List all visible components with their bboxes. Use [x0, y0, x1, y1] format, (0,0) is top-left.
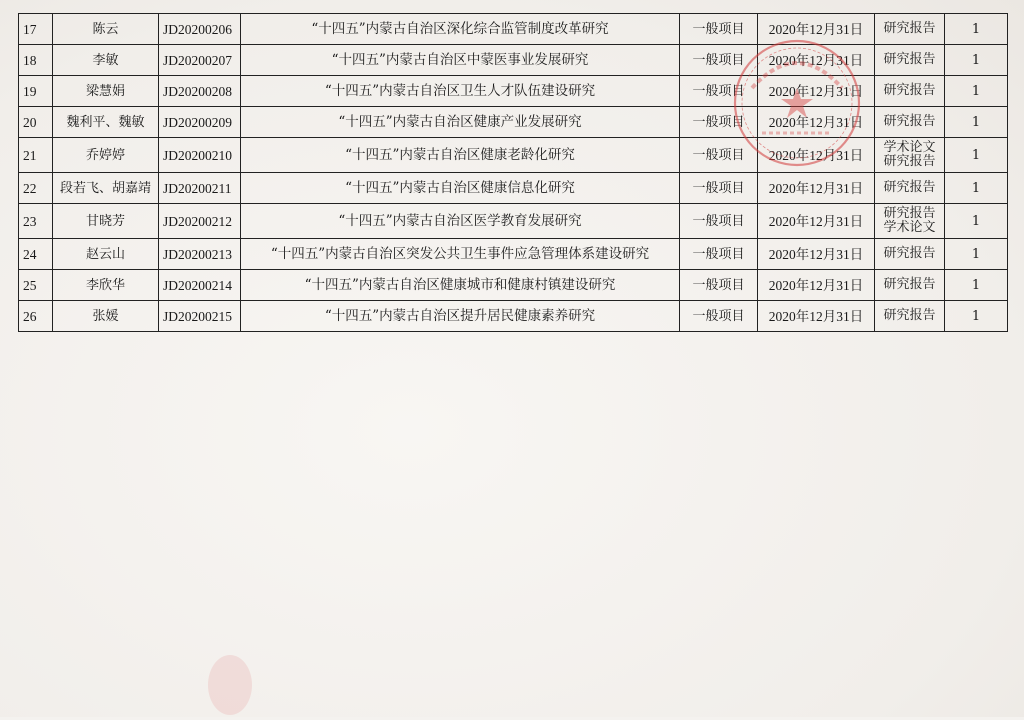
- table-row: [19, 270, 1008, 301]
- project-type-cell: 一般项目: [680, 14, 758, 45]
- deadline-date-cell: 2020年12月31日: [758, 239, 875, 270]
- faint-ink-mark: [200, 650, 260, 720]
- project-code-cell: JD20200207: [159, 45, 241, 76]
- output-form-cell: [875, 173, 945, 204]
- project-title-cell: “十四五”内蒙古自治区健康城市和健康村镇建设研究: [241, 270, 680, 301]
- output-form-label: 研究报告: [883, 206, 936, 221]
- deadline-date-cell: 2020年12月31日: [758, 76, 875, 107]
- row-number-cell: 21: [19, 138, 53, 173]
- leader-name-cell: 张媛: [53, 301, 159, 332]
- table-body: [19, 14, 1008, 332]
- quantity-cell: 1: [945, 270, 1008, 301]
- project-type-cell: 一般项目: [680, 107, 758, 138]
- project-title-cell: “十四五”内蒙古自治区健康信息化研究: [241, 173, 680, 204]
- project-title-cell: “十四五”内蒙古自治区卫生人才队伍建设研究: [241, 76, 680, 107]
- row-number-cell: 26: [19, 301, 53, 332]
- row-number-cell: 18: [19, 45, 53, 76]
- quantity-cell: 1: [945, 204, 1008, 239]
- output-form-label: 研究报告: [883, 52, 936, 67]
- row-number-cell: 20: [19, 107, 53, 138]
- deadline-date-cell: 2020年12月31日: [758, 107, 875, 138]
- quantity-cell: 1: [945, 239, 1008, 270]
- leader-name-cell: 李欣华: [53, 270, 159, 301]
- project-code-cell: JD20200213: [159, 239, 241, 270]
- row-number-cell: 24: [19, 239, 53, 270]
- leader-name-cell: 陈云: [53, 14, 159, 45]
- output-form-label: 研究报告: [883, 277, 936, 292]
- table-row: [19, 204, 1008, 239]
- project-code-cell: JD20200209: [159, 107, 241, 138]
- project-type-cell: 一般项目: [680, 270, 758, 301]
- quantity-cell: 1: [945, 173, 1008, 204]
- deadline-date-cell: 2020年12月31日: [758, 301, 875, 332]
- quantity-cell: 1: [945, 107, 1008, 138]
- table-row: [19, 45, 1008, 76]
- project-type-cell: 一般项目: [680, 301, 758, 332]
- output-form-label: 研究报告: [883, 180, 936, 195]
- project-title-cell: “十四五”内蒙古自治区深化综合监管制度改革研究: [241, 14, 680, 45]
- quantity-cell: 1: [945, 138, 1008, 173]
- output-form-label: 研究报告: [883, 83, 936, 98]
- deadline-date-cell: 2020年12月31日: [758, 14, 875, 45]
- project-type-cell: 一般项目: [680, 76, 758, 107]
- leader-name-cell: 段若飞、胡嘉靖: [53, 173, 159, 204]
- leader-name-cell: 乔婷婷: [53, 138, 159, 173]
- leader-name-cell: 梁慧娟: [53, 76, 159, 107]
- output-form-label: 研究报告: [883, 308, 936, 323]
- leader-name-cell: 甘晓芳: [53, 204, 159, 239]
- table-row: [19, 173, 1008, 204]
- project-title-cell: “十四五”内蒙古自治区提升居民健康素养研究: [241, 301, 680, 332]
- output-form-cell: [875, 138, 945, 173]
- project-type-cell: 一般项目: [680, 45, 758, 76]
- row-number-cell: 17: [19, 14, 53, 45]
- output-form-cell: [875, 14, 945, 45]
- project-code-cell: JD20200214: [159, 270, 241, 301]
- project-code-cell: JD20200208: [159, 76, 241, 107]
- table-row: [19, 138, 1008, 173]
- leader-name-cell: 赵云山: [53, 239, 159, 270]
- deadline-date-cell: 2020年12月31日: [758, 173, 875, 204]
- quantity-cell: 1: [945, 45, 1008, 76]
- quantity-cell: 1: [945, 301, 1008, 332]
- deadline-date-cell: 2020年12月31日: [758, 270, 875, 301]
- row-number-cell: 25: [19, 270, 53, 301]
- output-form-label: 研究报告: [883, 154, 936, 169]
- output-form-label: 学术论文: [883, 220, 936, 235]
- project-code-cell: JD20200210: [159, 138, 241, 173]
- leader-name-cell: 李敏: [53, 45, 159, 76]
- project-title-cell: “十四五”内蒙古自治区医学教育发展研究: [241, 204, 680, 239]
- deadline-date-cell: 2020年12月31日: [758, 45, 875, 76]
- leader-name-cell: 魏利平、魏敏: [53, 107, 159, 138]
- row-number-cell: 19: [19, 76, 53, 107]
- project-title-cell: “十四五”内蒙古自治区健康老龄化研究: [241, 138, 680, 173]
- deadline-date-cell: 2020年12月31日: [758, 138, 875, 173]
- table-row: [19, 301, 1008, 332]
- project-title-cell: “十四五”内蒙古自治区健康产业发展研究: [241, 107, 680, 138]
- output-form-cell: [875, 107, 945, 138]
- output-form-cell: [875, 45, 945, 76]
- output-form-cell: [875, 301, 945, 332]
- deadline-date-cell: 2020年12月31日: [758, 204, 875, 239]
- project-title-cell: “十四五”内蒙古自治区突发公共卫生事件应急管理体系建设研究: [241, 239, 680, 270]
- table-row: [19, 14, 1008, 45]
- project-type-cell: 一般项目: [680, 239, 758, 270]
- table-row: [19, 239, 1008, 270]
- project-title-cell: “十四五”内蒙古自治区中蒙医事业发展研究: [241, 45, 680, 76]
- output-form-label: 学术论文: [883, 140, 936, 155]
- project-type-cell: 一般项目: [680, 173, 758, 204]
- output-form-cell: [875, 204, 945, 239]
- output-form-cell: [875, 270, 945, 301]
- project-code-cell: JD20200212: [159, 204, 241, 239]
- project-type-cell: 一般项目: [680, 204, 758, 239]
- quantity-cell: 1: [945, 14, 1008, 45]
- project-code-cell: JD20200211: [159, 173, 241, 204]
- table-row: [19, 107, 1008, 138]
- output-form-label: 研究报告: [883, 114, 936, 129]
- output-form-cell: [875, 239, 945, 270]
- project-code-cell: JD20200206: [159, 14, 241, 45]
- output-form-cell: [875, 76, 945, 107]
- table-row: [19, 76, 1008, 107]
- row-number-cell: 23: [19, 204, 53, 239]
- project-code-cell: JD20200215: [159, 301, 241, 332]
- project-table: [18, 13, 1008, 332]
- output-form-label: 研究报告: [883, 21, 936, 36]
- project-type-cell: 一般项目: [680, 138, 758, 173]
- row-number-cell: 22: [19, 173, 53, 204]
- output-form-label: 研究报告: [883, 246, 936, 261]
- quantity-cell: 1: [945, 76, 1008, 107]
